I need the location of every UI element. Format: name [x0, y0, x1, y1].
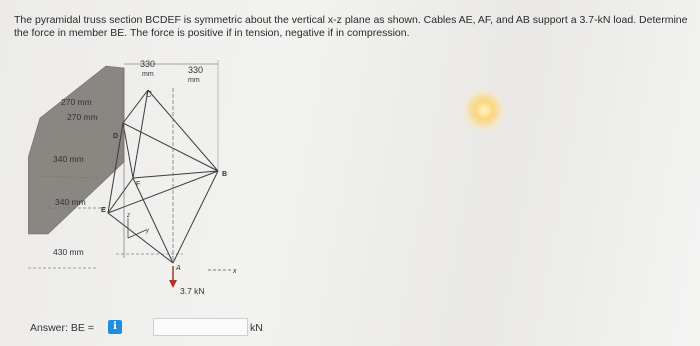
point-e-label: E — [101, 207, 106, 214]
point-b-label: B — [222, 171, 228, 178]
dim-270-a: 270 mm — [61, 97, 92, 107]
dim-340-b: 340 mm — [55, 197, 86, 207]
light-glare — [462, 88, 506, 132]
dim-top-right-value: 330 — [188, 65, 204, 75]
answer-row — [30, 318, 690, 340]
dim-270-b: 270 mm — [67, 112, 98, 122]
dim-430: 430 mm — [53, 247, 84, 257]
info-icon[interactable]: i — [108, 320, 122, 334]
answer-input[interactable] — [153, 318, 248, 336]
truss-members — [108, 90, 218, 263]
dim-top-right-unit: mm — [188, 77, 200, 84]
dim-top-left-value: 330 — [140, 59, 156, 69]
point-d-label: D — [113, 133, 119, 140]
point-a-label: A — [176, 265, 181, 272]
axis-z-label: z — [127, 213, 130, 219]
truss-diagram — [28, 58, 258, 313]
axis-x-label: x — [233, 268, 237, 275]
load-label: 3.7 kN — [180, 286, 205, 296]
dim-top-left-unit: mm — [142, 71, 154, 78]
axis-y-label: y — [146, 228, 149, 234]
problem-statement: The pyramidal truss section BCDEF is symmetric about the vertical x-z plane as shown. Cables AE, AF, and AB support a 3.7-kN load. Determine the force in member BE. The force is positive if in tension, negative if in compression. — [14, 14, 688, 39]
truss-figure — [28, 58, 258, 313]
point-f-label: F — [136, 181, 141, 188]
answer-label: Answer: BE = — [30, 322, 94, 334]
unit-label: kN — [250, 322, 263, 334]
dim-340-a: 340 mm — [53, 154, 84, 164]
point-c-label: C — [146, 90, 152, 99]
wall — [28, 66, 124, 234]
